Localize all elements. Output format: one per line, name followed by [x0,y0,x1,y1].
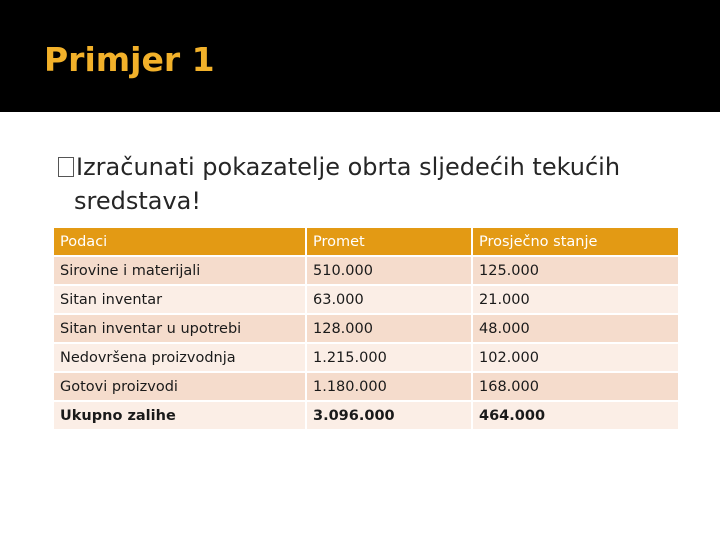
promet-value: 1.180.000 [305,373,471,402]
bullet-line-2: sredstava! [74,187,201,215]
promet-value: 63.000 [305,286,471,315]
promet-value: 1.215.000 [305,344,471,373]
table-row [54,257,678,286]
prosjecno-stanje-value: 125.000 [471,257,678,286]
promet-value: 128.000 [305,315,471,344]
slide-title: Primjer 1 [44,40,215,79]
table-total-row [54,402,678,431]
row-label: Nedovršena proizvodnja [54,344,305,373]
promet-value: 510.000 [305,257,471,286]
column-header-prosjecno-stanje: Prosječno stanje [471,228,678,257]
bullet-point [58,150,698,218]
row-label: Sitan inventar [54,286,305,315]
title-bar [0,0,720,112]
prosjecno-stanje-value: 21.000 [471,286,678,315]
column-header-podaci: Podaci [54,228,305,257]
table-row [54,286,678,315]
row-label: Sitan inventar u upotrebi [54,315,305,344]
table-row [54,373,678,402]
prosjecno-stanje-value: 102.000 [471,344,678,373]
row-label: Sirovine i materijali [54,257,305,286]
prosjecno-stanje-value: 168.000 [471,373,678,402]
table-row [54,344,678,373]
data-table [54,228,678,431]
bullet-line-1 [58,150,698,184]
table-header-row [54,228,678,257]
promet-value: 3.096.000 [305,402,471,431]
bullet-text-1: Izračunati pokazatelje obrta sljedećih tekućih [76,153,621,181]
row-label: Gotovi proizvodi [54,373,305,402]
prosjecno-stanje-value: 48.000 [471,315,678,344]
square-bullet-icon [58,157,74,177]
table-row [54,315,678,344]
row-label: Ukupno zalihe [54,402,305,431]
column-header-promet: Promet [305,228,471,257]
prosjecno-stanje-value: 464.000 [471,402,678,431]
